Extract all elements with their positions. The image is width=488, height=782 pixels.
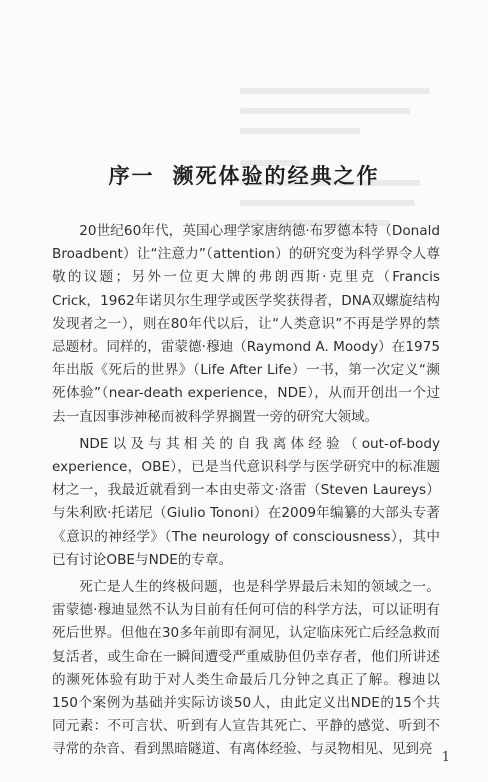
chapter-heading bbox=[0, 160, 488, 190]
page-number: 1 bbox=[441, 750, 450, 765]
paragraph-1: 20世纪60年代，英国心理学家唐纳德·布罗德本特（Donald Broadbent）让“注意力”（attention）的研究变为科学界令人尊敬的议题；另外一位更大牌的弗朗西斯·克里克（Francis Crick，1962年诺贝尔生理学或医学奖获得者，DNA双螺旋结构发现者之一），则在80年代以后，让“人类意识”不再是学界的禁忌题材。同样的，雷蒙德·穆迪（Raymond A. Moody）在1975年出版《死后的世界》（Life After Life）一书，第一次定义“濒死体验”（near-death experience，NDE），从而开创出一个过去一直因事涉神秘而被科学界搁置一旁的研究大领域。 bbox=[52, 223, 440, 425]
chapter-title: 濒死体验的经典之作 bbox=[172, 164, 380, 188]
paragraph-2: NDE以及与其相关的自我离体经验（out-of-body experience，OBE），已是当代意识科学与医学研究中的标准题材之一，我最近就看到一本由史蒂文·洛雷（Steven Laureys）与朱利欧·托诺尼（Giulio Tononi）在2009年编纂的大部头专著《意识的神经学》（The neurology of consciousness），其中已有讨论OBE与NDE的专章。 bbox=[52, 435, 440, 568]
body-text bbox=[52, 220, 440, 766]
paragraph-3: 死亡是人生的终极问题，也是科学界最后未知的领域之一。雷蒙德·穆迪显然不认为目前有任何可信的科学方法，可以证明有死后世界。但他在30多年前即有洞见，认定临床死亡后经急救而复活者，或生命在一瞬间遭受严重威胁但仍幸存者，他们所讲述的濒死体验有助于对人类生命最后几分钟之真正了解。穆迪以150个案例为基础并实际访谈50人，由此定义出NDE的15个共同元素：不可言状、听到有人宣告其死亡、平静的感觉、听到不寻常的杂音、看到黑暗隧道、有离体经验、与灵物相见、见到亮 bbox=[52, 579, 440, 758]
chapter-label: 序一 bbox=[108, 164, 155, 188]
